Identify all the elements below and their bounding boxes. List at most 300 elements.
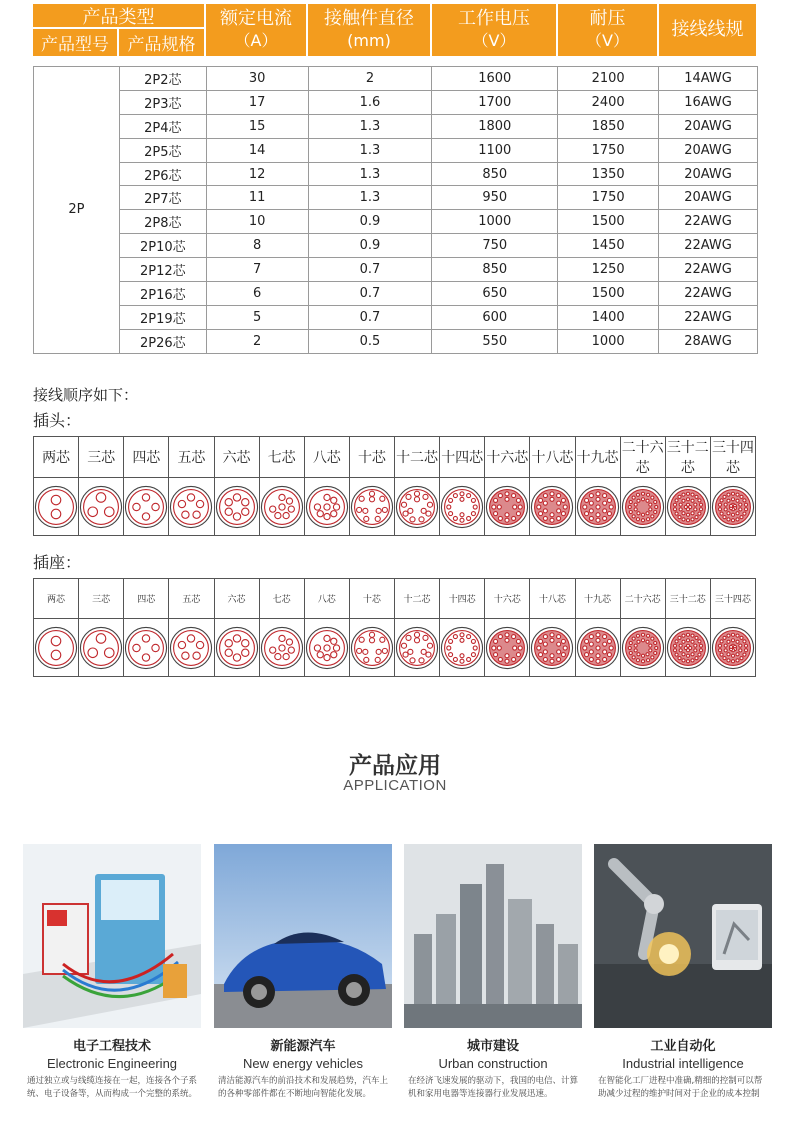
pin <box>51 636 61 646</box>
pin <box>421 508 426 513</box>
diameter-cell: 0.9 <box>308 210 432 234</box>
pin <box>225 508 232 515</box>
pin <box>650 637 653 640</box>
current-heading: 额定电流 （A） <box>206 4 308 56</box>
pin <box>589 634 593 638</box>
pin <box>505 653 509 657</box>
pin <box>557 508 561 512</box>
pin <box>727 634 730 637</box>
core-count-label: 十四芯 <box>440 437 485 478</box>
pin <box>460 497 464 501</box>
pin <box>460 632 464 636</box>
pin <box>557 516 561 520</box>
pin <box>550 638 554 642</box>
pin <box>646 493 649 496</box>
pin <box>369 491 374 496</box>
pin <box>414 496 419 501</box>
pin <box>584 652 588 656</box>
withstand-cell: 1250 <box>558 258 659 282</box>
pin <box>739 648 742 651</box>
pin <box>96 633 106 643</box>
pin <box>414 637 419 642</box>
pin <box>636 634 639 637</box>
pin <box>241 649 248 656</box>
pin <box>698 653 701 656</box>
diameter-cell: 0.7 <box>308 282 432 306</box>
table-row <box>34 162 758 186</box>
pin <box>517 652 521 656</box>
current-cell: 10 <box>206 210 308 234</box>
pin <box>607 511 611 515</box>
connector-cell <box>124 478 169 536</box>
pin <box>691 499 694 502</box>
pin <box>602 642 606 646</box>
core-count-label: 四芯 <box>124 437 169 478</box>
pin <box>646 634 649 637</box>
table-row <box>34 234 758 258</box>
pin <box>691 652 694 655</box>
pin <box>357 507 362 512</box>
pin <box>473 645 477 649</box>
connector-cell <box>530 478 575 536</box>
withstand-cell: 1000 <box>558 329 659 353</box>
pin <box>460 491 464 495</box>
pin <box>414 491 419 496</box>
pin <box>607 498 611 502</box>
pin <box>193 511 200 518</box>
pin <box>233 512 240 519</box>
pin <box>686 654 689 657</box>
pin <box>691 634 694 637</box>
wire-cell: 22AWG <box>659 282 758 306</box>
pin <box>602 634 606 638</box>
connector-face-icon <box>395 485 439 529</box>
pin <box>731 497 734 500</box>
pin <box>143 512 150 519</box>
withstand-cell: 1450 <box>558 234 659 258</box>
pin <box>673 644 676 647</box>
pin <box>736 499 739 502</box>
pin <box>406 494 411 499</box>
pin <box>724 503 727 506</box>
pin <box>650 514 653 517</box>
pin <box>637 499 640 502</box>
core-count-label: 两芯 <box>34 437 79 478</box>
connector-cell <box>259 619 304 677</box>
pin <box>460 659 464 663</box>
pin <box>727 511 730 514</box>
pin <box>105 507 115 517</box>
pin <box>629 500 632 503</box>
pin <box>557 501 561 505</box>
urban-construction-image <box>404 844 582 1028</box>
voltage-cell: 750 <box>432 234 558 258</box>
spec-cell: 2P8芯 <box>119 210 206 234</box>
pin <box>679 648 682 651</box>
connector-face-icon <box>440 626 484 670</box>
pin <box>550 518 554 522</box>
pin <box>731 633 734 636</box>
pin <box>473 504 477 508</box>
spec-cell: 2P7芯 <box>119 186 206 210</box>
spec-cell: 2P10芯 <box>119 234 206 258</box>
core-count-label: 六芯 <box>214 579 259 619</box>
pin <box>505 512 509 516</box>
connector-cell <box>665 619 710 677</box>
pin <box>419 657 424 662</box>
pin <box>472 652 476 656</box>
core-count-label: 二十六芯 <box>620 579 665 619</box>
core-count-label: 十二芯 <box>395 579 440 619</box>
pin <box>698 639 701 642</box>
core-count-label: 七芯 <box>259 579 304 619</box>
pin <box>739 507 742 510</box>
pin <box>679 644 682 647</box>
pin <box>682 493 685 496</box>
pin <box>472 498 476 502</box>
core-count-label: 十六芯 <box>485 579 530 619</box>
pin <box>678 656 681 659</box>
pin <box>691 658 694 661</box>
connector-cell <box>34 478 79 536</box>
diameter-cell: 0.7 <box>308 258 432 282</box>
pin <box>152 503 159 510</box>
connector-face-icon <box>34 485 78 529</box>
pin <box>492 504 496 508</box>
pin <box>505 638 509 642</box>
pin <box>602 493 606 497</box>
pin <box>684 646 687 649</box>
withstand-heading: 耐压 （V） <box>558 4 659 56</box>
voltage-cell: 850 <box>432 258 558 282</box>
pin <box>512 634 516 638</box>
current-cell: 14 <box>206 138 308 162</box>
pin <box>517 639 521 643</box>
socket-pinout-table <box>33 578 756 677</box>
pin <box>673 503 676 506</box>
app-name: 城市建设 <box>466 1039 519 1054</box>
connector-face-icon <box>260 485 304 529</box>
withstand-cell: 1500 <box>558 282 659 306</box>
pin <box>562 498 566 502</box>
connector-cell <box>169 478 214 536</box>
connector-face-icon <box>666 626 710 670</box>
withstand-cell: 1350 <box>558 162 659 186</box>
current-cell: 2 <box>206 329 308 353</box>
core-count-label: 八芯 <box>304 579 349 619</box>
pin <box>743 498 746 501</box>
pin <box>744 648 747 651</box>
pin <box>472 639 476 643</box>
connector-cell <box>620 619 665 677</box>
pin <box>544 493 548 497</box>
pin <box>182 652 189 659</box>
app-card-electronic <box>23 844 201 1101</box>
connector-cell <box>395 619 440 677</box>
pin <box>423 494 428 499</box>
pin <box>641 497 644 500</box>
pin <box>550 512 554 516</box>
diameter-cell: 1.3 <box>308 138 432 162</box>
pin <box>182 511 189 518</box>
pin <box>375 657 380 662</box>
connector-face-icon <box>485 485 529 529</box>
pin <box>408 508 413 513</box>
pin <box>582 645 586 649</box>
wire-cell: 20AWG <box>659 162 758 186</box>
current-cell: 7 <box>206 258 308 282</box>
electronic-engineering-image <box>23 844 201 1028</box>
core-count-label: 十六芯 <box>485 437 530 478</box>
pin <box>596 645 600 649</box>
table-row <box>34 67 758 91</box>
voltage-cell: 550 <box>432 329 558 353</box>
current-cell: 8 <box>206 234 308 258</box>
pin <box>740 636 743 639</box>
pin <box>727 652 730 655</box>
pin <box>589 657 593 661</box>
pin <box>648 503 651 506</box>
pin <box>602 508 606 512</box>
pin <box>467 657 471 661</box>
pin <box>317 510 323 516</box>
connector-cell <box>530 619 575 677</box>
pin <box>736 517 739 520</box>
pin <box>739 644 742 647</box>
pin <box>279 494 285 500</box>
pin <box>382 648 387 653</box>
app-name-en: Industrial intelligence <box>622 1056 744 1071</box>
connector-face-icon <box>215 485 259 529</box>
wire-cell: 20AWG <box>659 138 758 162</box>
pin <box>691 640 694 643</box>
pin <box>653 500 656 503</box>
core-count-label: 十八芯 <box>530 437 575 478</box>
pin <box>225 639 232 646</box>
current-cell: 30 <box>206 67 308 91</box>
pin <box>650 496 653 499</box>
diameter-cell: 0.7 <box>308 305 432 329</box>
pin <box>467 493 471 497</box>
pin <box>718 507 721 510</box>
pin <box>324 635 330 641</box>
pin <box>641 638 644 641</box>
pin <box>283 512 289 518</box>
pin <box>731 659 734 662</box>
pin <box>609 645 613 649</box>
pin <box>720 512 723 515</box>
pin <box>330 638 336 644</box>
pin <box>723 495 726 498</box>
pin <box>699 648 702 651</box>
pin <box>636 517 639 520</box>
pin <box>380 637 385 642</box>
pin <box>628 646 631 649</box>
pin <box>286 638 292 644</box>
pin <box>518 504 522 508</box>
pin <box>283 653 289 659</box>
diameter-cell: 1.3 <box>308 162 432 186</box>
pin <box>596 504 600 508</box>
pin <box>454 634 458 638</box>
pin <box>274 512 280 518</box>
pin <box>740 515 743 518</box>
core-count-label: 十芯 <box>349 579 394 619</box>
pin <box>589 642 593 646</box>
connector-cell <box>79 619 124 677</box>
pin <box>241 508 248 515</box>
pin <box>723 515 726 518</box>
pin <box>736 640 739 643</box>
pin <box>460 653 464 657</box>
pin <box>637 511 640 514</box>
pin <box>654 505 657 508</box>
pin <box>686 497 689 500</box>
pin <box>330 497 336 503</box>
pin <box>739 503 742 506</box>
pin <box>589 649 593 653</box>
pin <box>596 653 600 657</box>
pin <box>679 503 682 506</box>
pin <box>596 512 600 516</box>
pin <box>544 501 548 505</box>
wire-cell: 16AWG <box>659 90 758 114</box>
pin <box>152 644 159 651</box>
pin <box>602 657 606 661</box>
pin <box>673 507 676 510</box>
pin <box>632 655 635 658</box>
pin <box>369 637 374 642</box>
connector-face-icon <box>576 626 620 670</box>
table-row <box>34 329 758 353</box>
pin <box>694 503 697 506</box>
pin <box>634 648 637 651</box>
table-row <box>34 138 758 162</box>
pin <box>589 516 593 520</box>
pin <box>646 640 649 643</box>
pin <box>494 639 498 643</box>
core-count-label: 十九芯 <box>575 437 620 478</box>
application-title: 产品应用 <box>349 753 441 779</box>
pin <box>675 639 678 642</box>
pin <box>634 507 637 510</box>
pin <box>505 518 509 522</box>
core-count-label: 十芯 <box>349 437 394 478</box>
pin <box>105 648 115 658</box>
pin <box>589 501 593 505</box>
spec-cell: 2P3芯 <box>119 90 206 114</box>
spec-cell: 2P5芯 <box>119 138 206 162</box>
app-desc: 通过独立或与线缆连接在一起，连接各个子系统、电子设备等，从而构成一个完整的系统。 <box>27 1076 198 1099</box>
pin <box>653 651 656 654</box>
withstand-cell: 1850 <box>558 114 659 138</box>
connector-face-icon <box>350 626 394 670</box>
wiring-title: 接线顺序如下： <box>33 386 139 404</box>
pin <box>740 495 743 498</box>
pin <box>498 645 502 649</box>
pin <box>364 516 369 521</box>
app-name: 新能源汽车 <box>270 1039 336 1054</box>
withstand-cell: 1500 <box>558 210 659 234</box>
pin <box>557 634 561 638</box>
pin <box>564 504 568 508</box>
pin <box>648 644 651 647</box>
pin <box>557 649 561 653</box>
pin <box>499 634 503 638</box>
pin <box>699 503 702 506</box>
diameter-cell: 1.6 <box>308 90 432 114</box>
pin <box>544 657 548 661</box>
product-type-group <box>33 4 206 56</box>
pin <box>512 516 516 520</box>
connector-face-icon <box>79 485 123 529</box>
pin <box>641 518 644 521</box>
pin <box>505 632 509 636</box>
pin <box>557 493 561 497</box>
pin <box>193 652 200 659</box>
pin <box>188 493 195 500</box>
pin <box>363 508 368 513</box>
pin <box>729 645 732 648</box>
pin <box>369 632 374 637</box>
core-count-label: 六芯 <box>214 437 259 478</box>
pin <box>449 498 453 502</box>
pin <box>460 638 464 642</box>
app-name: 工业自动化 <box>650 1039 716 1054</box>
connector-cell <box>440 619 485 677</box>
connector-face-icon <box>711 485 755 529</box>
pin <box>720 498 723 501</box>
connector-face-icon <box>576 485 620 529</box>
pin <box>637 652 640 655</box>
connector-cell <box>214 478 259 536</box>
pin <box>682 511 685 514</box>
pin <box>288 506 294 512</box>
pin <box>376 508 381 513</box>
pin <box>731 638 734 641</box>
pin <box>596 518 600 522</box>
connector-cell <box>575 619 620 677</box>
connector-face-icon <box>395 626 439 670</box>
pin <box>736 511 739 514</box>
plug-label: 插头： <box>33 411 82 430</box>
pin <box>744 507 747 510</box>
pin <box>562 639 566 643</box>
pin <box>698 512 701 515</box>
pin <box>695 495 698 498</box>
core-count-label: 四芯 <box>124 579 169 619</box>
pin <box>414 632 419 637</box>
pin <box>544 516 548 520</box>
pin <box>694 507 697 510</box>
pin <box>589 508 593 512</box>
connector-face-icon <box>260 626 304 670</box>
table-row <box>34 282 758 306</box>
app-card-urban <box>404 844 582 1101</box>
connector-cell <box>395 478 440 536</box>
pin <box>682 517 685 520</box>
connector-face-icon <box>621 626 665 670</box>
pin <box>375 516 380 521</box>
pin <box>88 507 98 517</box>
withstand-cell: 1400 <box>558 305 659 329</box>
pin <box>736 652 739 655</box>
pin <box>641 659 644 662</box>
pin <box>513 645 517 649</box>
spec-heading: 产品规格 <box>119 29 204 56</box>
pin <box>686 518 689 521</box>
pin <box>539 652 543 656</box>
